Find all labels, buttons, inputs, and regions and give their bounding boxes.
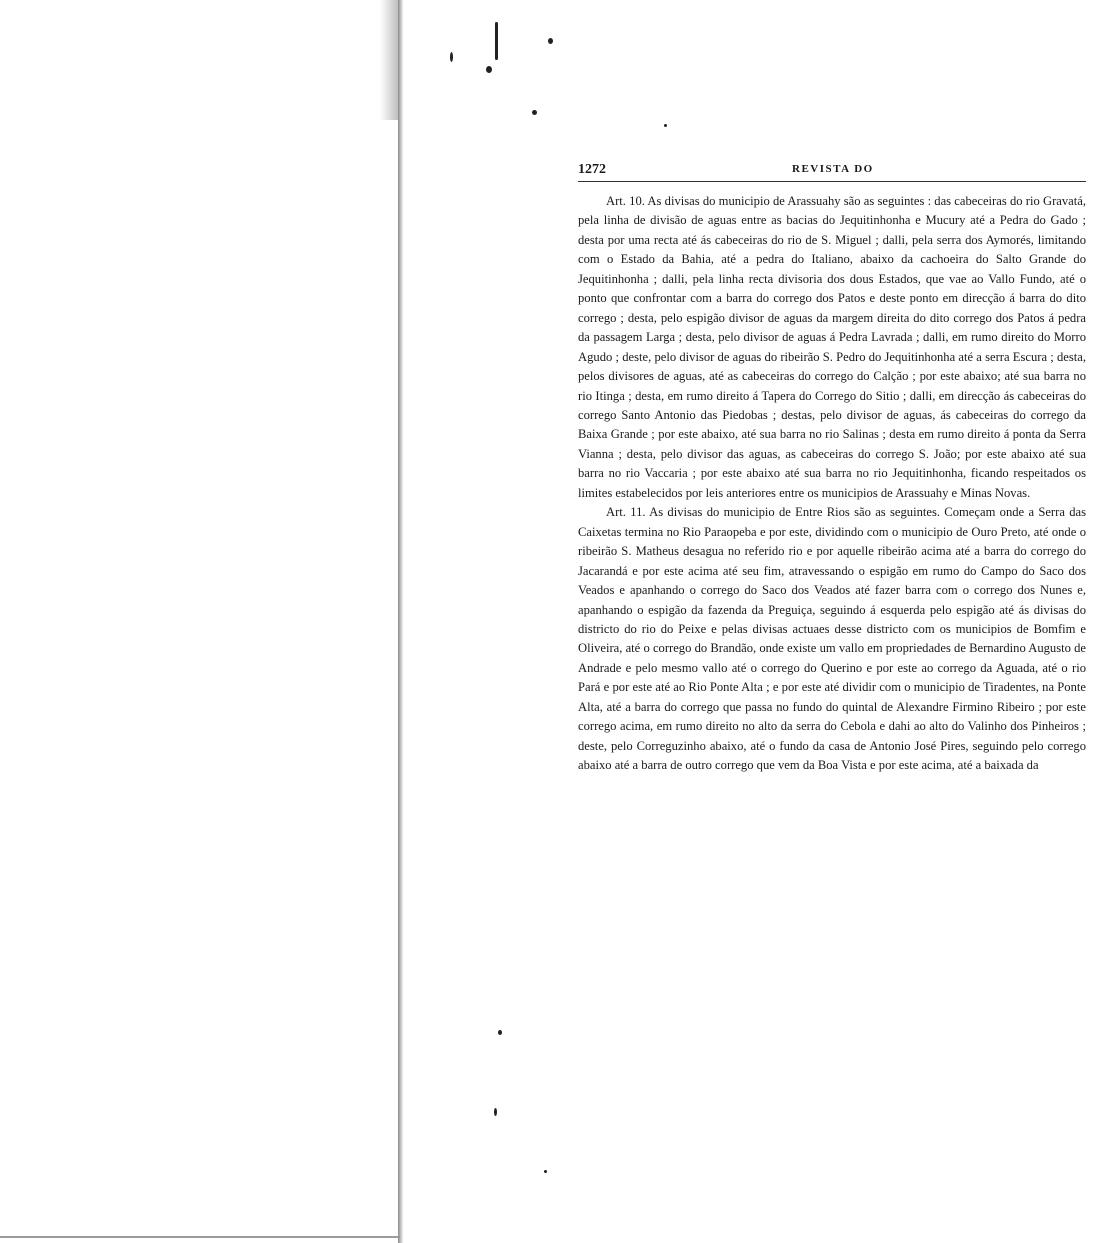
article-10: Art. 10. As divisas do municipio de Arassuahy são as seguintes : das cabeceiras do rio Gravatá, pela linha de divisão de aguas entre as bacias do Jequitinhonha e Mucury até a Pedra do Gado ; desta por uma recta até ás cabeceiras do rio de S. Miguel ; dalli, pela serra dos Aymorés, limitando com o Estado da Bahia, até a pedra do Italiano, abaixo da cachoeira do Salto Grande do Jequitinhonha ; dalli, pela linha recta divisoria dos dous Estados, que vae ao Vallo Fundo, até o ponto que confrontar com a barra do corrego dos Patos e deste ponto em direcção á barra do dito corrego ; desta, pelo espigão divisor de aguas da margem direita do dito corrego dos Patos á pedra da passagem Larga ; desta, pelo divisor de aguas á Pedra Lavrada ; dalli, em rumo direito do Morro Agudo ; deste, pelo divisor de aguas do ribeirão S. Pedro do Jequitinhonha até a serra Escura ; desta, pelos divisores de aguas, até as cabeceiras do corrego do Calção ; por este abaixo; até sua barra no rio Itinga ; desta, em rumo direito á Tapera do Corrego do Sitio ; dalli, em direcção ás cabeceiras do corrego Santo Antonio das Piedobas ; destas, pelo divisor de aguas, ás cabeceiras do corrego da Baixa Grande ; por este abaixo, até sua barra no rio Salinas ; desta em rumo direito á ponta da Serra Vianna ; desta, pelo divisor das aguas, as cabeceiras do corrego S. João; por este abaixo até sua barra no rio Vaccaria ; por este abaixo até sua barra no rio Jequitinhonha, ficando respeitados os limites estabelecidos por leis anteriores entre os municipios de Arassuahy e Minas Novas. xyxy=(578,194,1086,500)
book-page xyxy=(578,160,1086,776)
binding-gutter xyxy=(398,0,403,1243)
header-rule xyxy=(578,181,1086,182)
running-head xyxy=(578,160,1086,180)
article-11: Art. 11. As divisas do municipio de Entre Rios são as seguintes. Começam onde a Serra das Caixetas termina no Rio Paraopeba e por este, dividindo com o municipio de Ouro Preto, até onde o ribeirão S. Matheus desagua no referido rio e por aquelle ribeirão acima até a barra do corrego do Jacarandá e por este acima até seu fim, atravessando o espigão em rumo do Campo do Saco dos Veados e apanhando o corrego do Saco dos Veados até fazer barra com o corrego dos Nunes e, apanhando o espigão da fazenda da Preguiça, seguindo á esquerda pelo espigão até ás divisas do districto do rio do Peixe e pelas divisas actuaes desse districto com os municipios de Bomfim e Oliveira, até o corrego do Brandão, onde existe um vallo em propriedades de Bernardino Augusto de Andrade e pelo mesmo vallo até o corrego do Querino e por este ao corrego da Aguada, até o rio Pará e por este até ao Rio Ponte Alta ; e por este até dividir com o municipio de Tiradentes, na Ponte Alta, até a barra do corrego que passa no fundo do quintal de Alexandre Firmino Ribeiro ; por este corrego acima, em rumo direito no alto da serra do Cebola e dahi ao alto do Valinho dos Pinheiros ; deste, pelo Correguzinho abaixo, até o fundo da casa de Antonio José Pires, seguindo pelo corrego abaixo até a barra de outro corrego que vem da Boa Vista e por este acima, até a baixada da xyxy=(578,505,1086,773)
scan-speck xyxy=(532,110,537,115)
scan-speck xyxy=(450,52,453,62)
scan-speck xyxy=(498,1030,502,1035)
binding-shadow xyxy=(380,0,398,120)
scan-speck xyxy=(664,124,667,127)
scan-edge-line xyxy=(0,1236,400,1238)
running-title: REVISTA DO xyxy=(792,163,874,175)
scan-speck xyxy=(495,22,498,60)
scan-speck xyxy=(544,1170,547,1173)
page-number: 1272 xyxy=(578,162,606,177)
scan-speck xyxy=(494,1108,497,1116)
scan-speck xyxy=(548,38,553,44)
scan-speck xyxy=(486,66,492,73)
